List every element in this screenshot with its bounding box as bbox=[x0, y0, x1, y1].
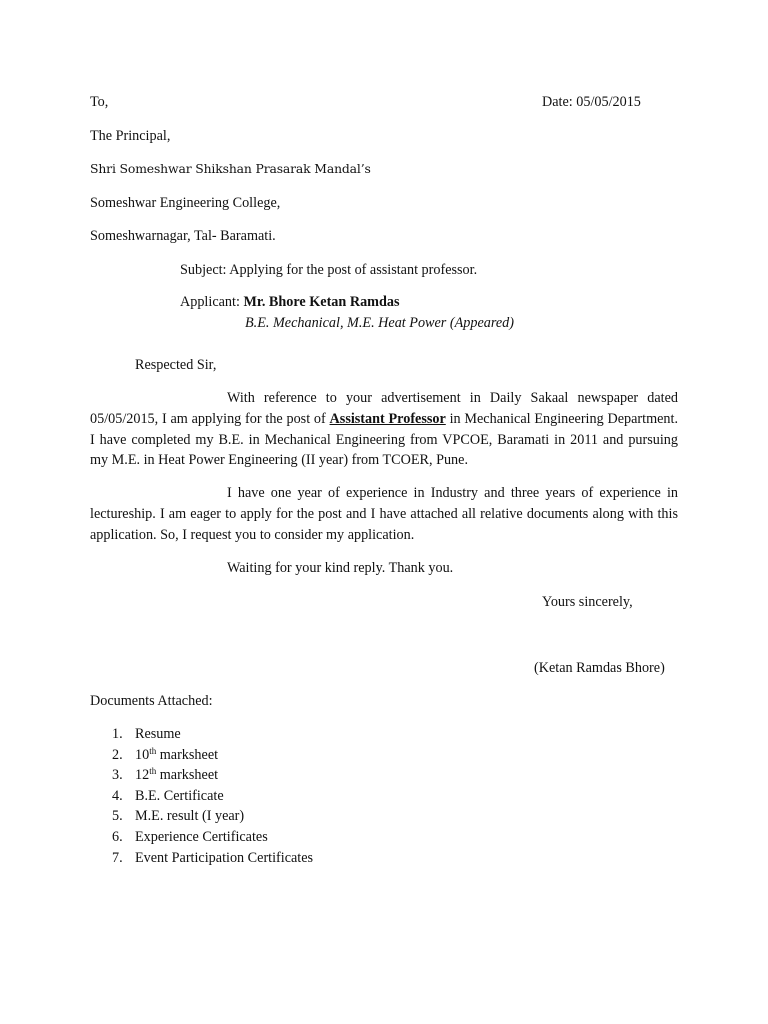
item-text: B.E. Certificate bbox=[135, 787, 224, 804]
document-item bbox=[112, 827, 313, 848]
paragraph-1-text-start: With reference to your advertisement in Daily Sakaal newspaper dated 05/05/2015, I am applying for the post of bbox=[90, 390, 678, 427]
item-text: 10 bbox=[135, 746, 150, 763]
document-item bbox=[112, 745, 313, 766]
signature-name: (Ketan Ramdas Bhore) bbox=[534, 660, 665, 676]
applicant-label: Applicant: bbox=[180, 294, 244, 310]
item-number: 6. bbox=[112, 828, 123, 845]
item-number: 7. bbox=[112, 849, 123, 866]
item-text: Event Participation Certificates bbox=[135, 849, 314, 866]
documents-list bbox=[112, 724, 313, 868]
applicant-line bbox=[180, 292, 400, 313]
closing-line: Yours sincerely, bbox=[542, 594, 633, 610]
post-name-highlight: Assistant Professor bbox=[329, 410, 446, 427]
document-item bbox=[112, 724, 313, 745]
item-text: M.E. result (I year) bbox=[135, 808, 245, 825]
to-line: To, bbox=[90, 94, 109, 110]
applicant-qualification: B.E. Mechanical, M.E. Heat Power (Appeared) bbox=[245, 315, 514, 331]
paragraph-1-text-end: in Mechanical Engineering Department. I have completed my B.E. in Mechanical Engineering from VPCOE, Baramati in 2011 and pursuing my M.E. in Heat Power Engineering (II year) from TCOER, Pune. bbox=[90, 410, 678, 469]
salutation: Respected Sir, bbox=[135, 357, 217, 373]
item-text: Experience Certificates bbox=[135, 828, 268, 845]
date-line: Date: 05/05/2015 bbox=[542, 94, 641, 110]
item-superscript: th bbox=[149, 766, 157, 777]
recipient-address: Someshwarnagar, Tal- Baramati. bbox=[90, 228, 276, 244]
documents-heading: Documents Attached: bbox=[90, 693, 213, 709]
item-text: 12 bbox=[135, 767, 150, 784]
item-number: 2. bbox=[112, 746, 123, 763]
recipient-organization: Shri Someshwar Shikshan Prasarak Mandal’s bbox=[90, 161, 371, 176]
item-text-suffix: marksheet bbox=[156, 767, 219, 784]
paragraph-closing-request: Waiting for your kind reply. Thank you. bbox=[227, 560, 454, 576]
item-number: 4. bbox=[112, 787, 123, 804]
paragraph-advertisement bbox=[90, 388, 678, 471]
document-item bbox=[112, 806, 313, 827]
item-text: Resume bbox=[135, 726, 181, 742]
item-number: 1. bbox=[112, 726, 123, 742]
item-number: 5. bbox=[112, 808, 123, 825]
item-number: 3. bbox=[112, 767, 123, 784]
document-item bbox=[112, 786, 313, 807]
recipient-title: The Principal, bbox=[90, 128, 171, 144]
subject-line: Subject: Applying for the post of assistant professor. bbox=[180, 262, 478, 278]
recipient-college: Someshwar Engineering College, bbox=[90, 195, 281, 211]
document-item bbox=[112, 848, 313, 869]
paragraph-experience: I have one year of experience in Industry and three years of experience in lectureship. I am eager to apply for the post and I have attached all relative documents along with this application. So, I request you to consider my application. bbox=[90, 485, 678, 543]
document-item bbox=[112, 765, 313, 786]
item-superscript: th bbox=[149, 745, 157, 756]
applicant-name: Mr. Bhore Ketan Ramdas bbox=[243, 294, 400, 310]
item-text-suffix: marksheet bbox=[156, 746, 219, 763]
